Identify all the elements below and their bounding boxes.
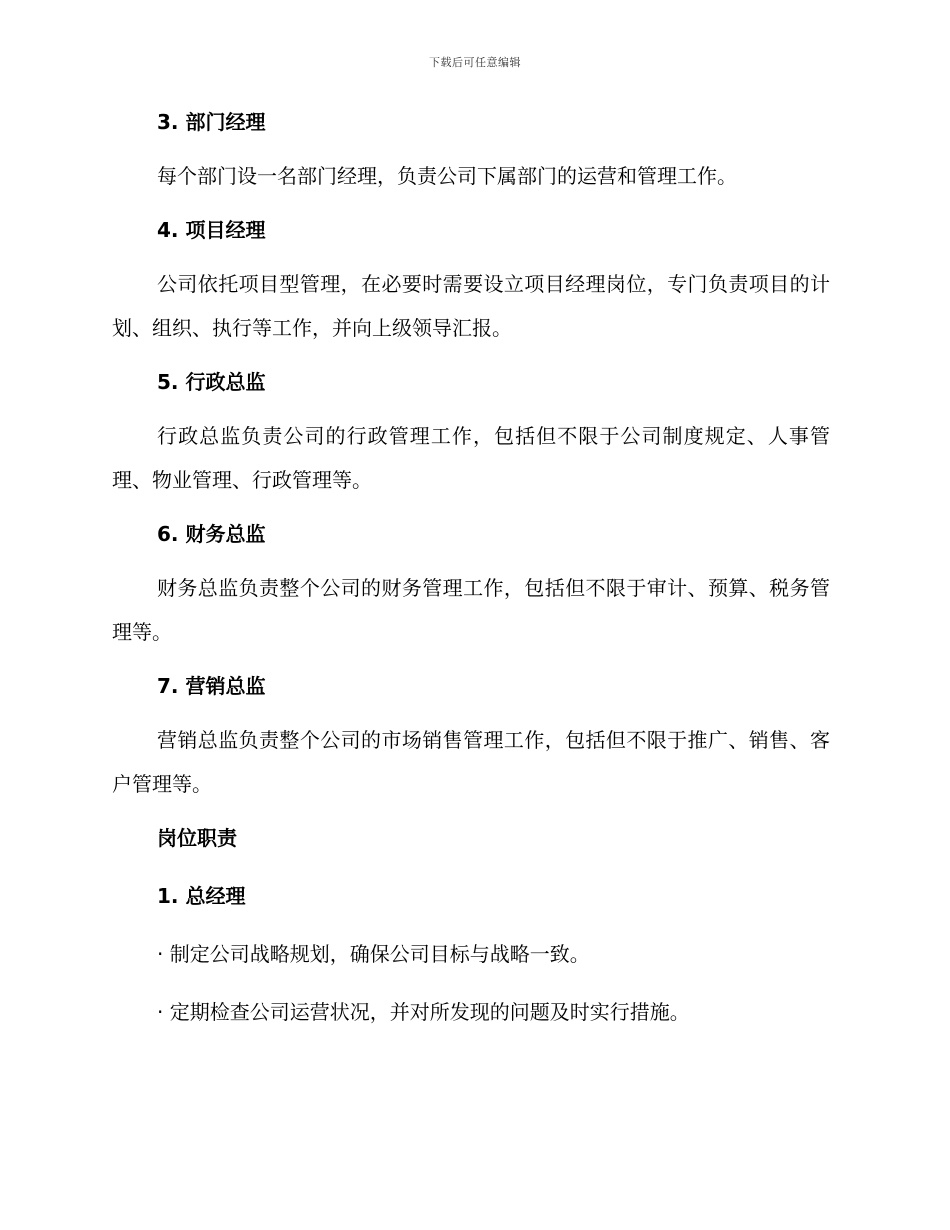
bullet-item-operations: · 定期检查公司运营状况，并对所发现的问题及时实行措施。	[157, 1000, 690, 1024]
section-heading-department-manager: 3. 部门经理	[157, 110, 266, 134]
header-note: 下载后可任意编辑	[429, 56, 521, 69]
section-text-department-manager: 每个部门设一名部门经理，负责公司下属部门的运营和管理工作。	[157, 164, 737, 188]
section-text-admin-director: 行政总监负责公司的行政管理工作，包括但不限于公司制度规定、人事管理、物业管理、行政管理等。	[112, 424, 830, 492]
document-body	[112, 108, 830, 1026]
section-heading-project-manager: 4. 项目经理	[157, 218, 266, 242]
section-heading-finance-director: 6. 财务总监	[157, 522, 266, 546]
section-text-finance-director: 财务总监负责整个公司的财务管理工作，包括但不限于审计、预算、税务管理等。	[112, 576, 830, 644]
bullet-item-strategy: · 制定公司战略规划，确保公司目标与战略一致。	[157, 942, 590, 966]
section-heading-general-manager: 1. 总经理	[157, 884, 246, 908]
section-heading-duties: 岗位职责	[157, 826, 237, 850]
section-text-marketing-director: 营销总监负责整个公司的市场销售管理工作，包括但不限于推广、销售、客户管理等。	[112, 728, 830, 796]
section-heading-marketing-director: 7. 营销总监	[157, 674, 266, 698]
section-text-project-manager: 公司依托项目型管理，在必要时需要设立项目经理岗位，专门负责项目的计划、组织、执行等工作，并向上级领导汇报。	[112, 272, 830, 340]
section-heading-admin-director: 5. 行政总监	[157, 370, 266, 394]
